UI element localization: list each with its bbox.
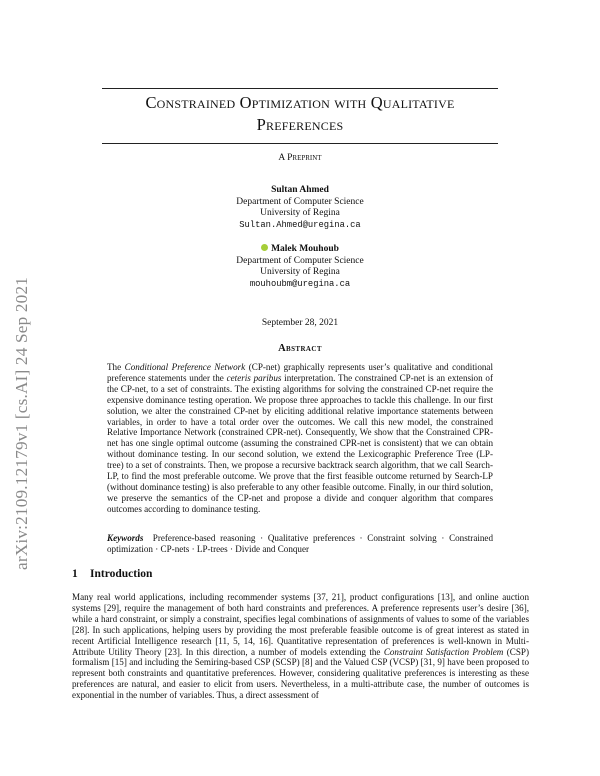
keywords-list: Preference-based reasoning · Qualitative preferences · Constraint solving · Constrained optimization · CP-nets · LP-trees · Divide and Conquer	[107, 533, 494, 554]
author-university: University of Regina	[260, 267, 340, 277]
author-block-2	[0, 244, 600, 290]
author-block-1	[0, 185, 600, 231]
section-number: 1	[72, 568, 78, 580]
abstract-heading: Abstract	[278, 343, 322, 354]
title-rule-top	[102, 88, 498, 89]
intro-term: Constraint Satisfaction Problem	[383, 646, 504, 657]
keywords-label: Keywords	[107, 533, 144, 543]
title-line-1: Constrained Optimization with Qualitative	[145, 93, 455, 112]
title-line-2: Preferences	[256, 115, 344, 134]
section-heading	[72, 568, 152, 580]
author-email[interactable]: mouhoubm@uregina.ca	[249, 278, 351, 289]
orcid-icon[interactable]	[261, 244, 268, 251]
preprint-label: A Preprint	[278, 153, 322, 163]
paper-title	[80, 92, 520, 136]
title-rule-bottom	[102, 143, 498, 144]
author-university: University of Regina	[260, 208, 340, 218]
keywords	[107, 533, 493, 555]
author-name: Sultan Ahmed	[271, 185, 329, 195]
paper-date: September 28, 2021	[261, 318, 339, 328]
arxiv-stamp: arXiv:2109.12179v1 [cs.AI] 24 Sep 2021	[12, 276, 31, 570]
section-title: Introduction	[90, 568, 153, 580]
author-department: Department of Computer Science	[236, 255, 364, 266]
abstract-term: ceteris paribus	[226, 372, 282, 383]
abstract-text: The Conditional Preference Network (CP-net) graphically represents user’s qualitative and conditional preference statements under the ceteris paribus interpretation. The constrained CP-net is an extension of the CP-net, to a set of constraints. The existing algorithms for solving the constrained CP-net require the expensive dominance testing operation. We propose three approaches to tackle this challenge. In our first solution, we alter the constrained CP-net by eliciting additional relative importance statements between variables, in order to have a total order over the outcomes. We call this new model, the constrained Relative Importance Network (constrained CPR-net). Consequently, We show that the Constrained CPR-net has one single optimal outcome (assuming the constrained CPR-net is consistent) that we can obtain without dominance testing. In our second solution, we extend the Lexicographic Preference Tree (LP-tree) to a set of constraints. Then, we propose a recursive backtrack search algorithm, that we call Search-LP, to find the most preferable outcome. We prove that the first feasible outcome returned by Search-LP (without dominance testing) is also preferable to any other feasible outcome. Finally, in our third solution, we preserve the semantics of the CP-net and propose a divide and conquer algorithm that compares outcomes according to dominance testing.	[107, 362, 493, 514]
author-department: Department of Computer Science	[236, 196, 364, 207]
intro-paragraph: Many real world applications, including recommender systems [37, 21], product configurations [13], and online auction systems [29], require the management of both hard constraints and preferences. A preference represents user’s desire [36], while a hard constraint, or simply a constraint, specifies legal combinations of assignments of values to some of the variables [28]. In such applications, helping users by providing the most preferable feasible outcome is of great interest as stated in recent Artificial Intelligence research [11, 5, 14, 16]. Quantitative representation of preferences is well-known in Multi-Attribute Utility Theory [23]. In this direction, a number of models extending the Constraint Satisfaction Problem (CSP) formalism [15] and including the Semiring-based CSP (SCSP) [8] and the Valued CSP (VCSP) [31, 9] have been proposed to represent both constraints and quantitative preferences. However, considering qualitative preferences is interesting as these preferences are natural, and easier to elicit from users. Nevertheless, in a multi-attribute case, the number of outcomes is exponential in the number of variables. Thus, a direct assessment of	[72, 592, 529, 701]
author-email[interactable]: Sultan.Ahmed@uregina.ca	[239, 219, 361, 230]
author-name: Malek Mouhoub	[271, 244, 339, 254]
abstract-term: Conditional Preference Network	[124, 362, 246, 372]
